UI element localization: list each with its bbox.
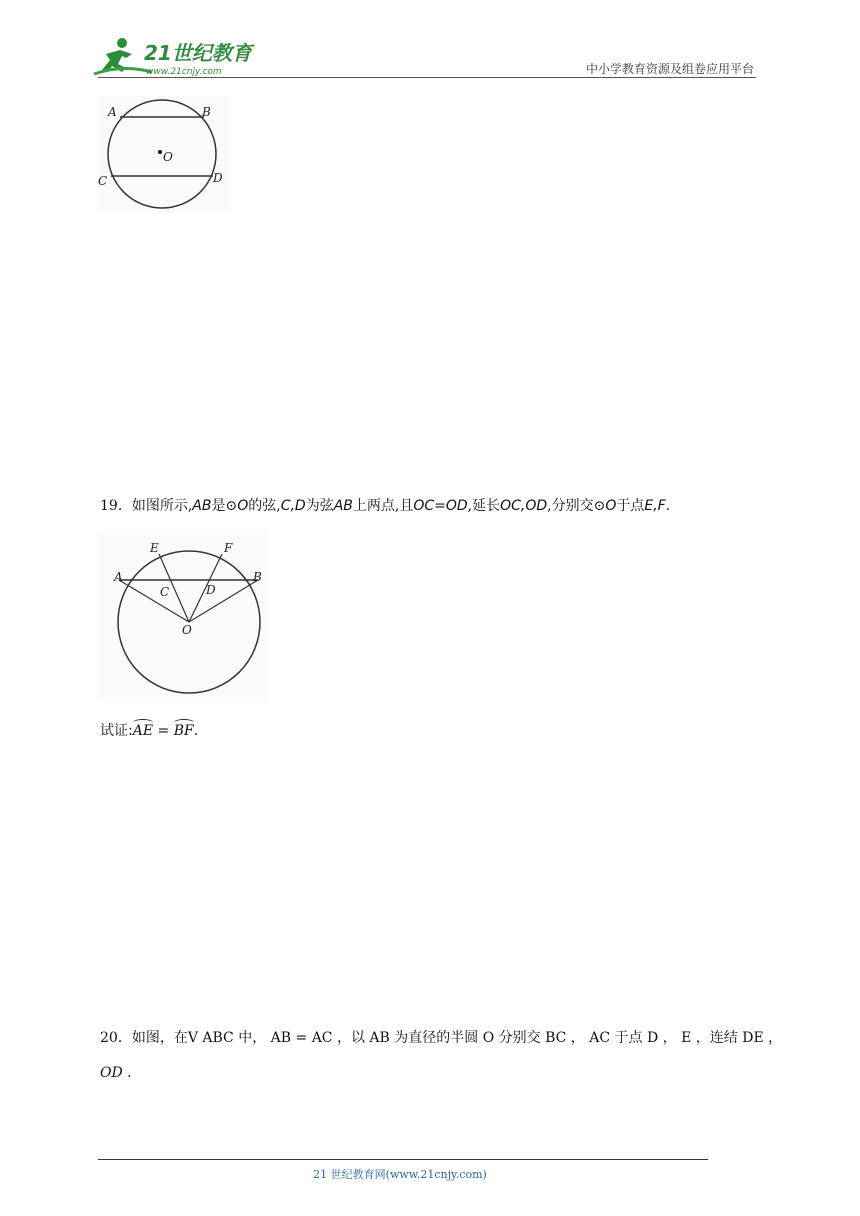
q19-text: 上两点,且 [352, 498, 414, 514]
q19-text: 如图所示, [131, 498, 193, 514]
arc-ae: AE [132, 723, 154, 739]
q19-oc-od: OC,OD [500, 498, 548, 514]
header-divider [98, 77, 756, 78]
q19-ab: AB [192, 498, 212, 514]
q19-ef: E,F [644, 498, 666, 514]
fig1-label-D: D [213, 171, 223, 185]
q19-text: ,延长 [467, 498, 501, 514]
proof-equals: = [153, 723, 174, 739]
logo-text: 21世纪教育 [144, 41, 252, 65]
q19-o: O [237, 498, 249, 514]
question-20 [100, 1028, 782, 1048]
fig2-label-E: E [150, 541, 159, 555]
fig2-label-F: F [224, 541, 233, 555]
footer-link[interactable]: 21 世纪教育网(www.21cnjy.com) [313, 1168, 487, 1181]
fig2-label-B: B [253, 570, 262, 584]
q19-ab: AB [333, 498, 353, 514]
footer-divider [98, 1159, 708, 1160]
q20-line1: 如图，在V ABC 中， AB = AC ，以 AB 为直径的半圆 O 分别交 BC ， AC 于点 D ， E ，连结 DE ， [131, 1030, 783, 1046]
figure-circle-chords [98, 96, 230, 216]
q19-number: 19． [100, 498, 132, 514]
question-20-line2 [100, 1063, 132, 1083]
arc-bf: BF [173, 723, 194, 739]
q19-text: . [665, 498, 671, 514]
q19-equation: OC=OD [413, 498, 468, 514]
header-platform-text: 中小学教育资源及组卷应用平台 [585, 62, 754, 76]
q19-text: 为弦 [305, 498, 334, 514]
proof-statement [100, 720, 198, 740]
q19-text: 于点 [616, 498, 645, 514]
q19-cd: C,D [280, 498, 306, 514]
q19-text: 是⊙ [211, 498, 238, 514]
question-19 [100, 496, 670, 516]
fig2-label-O: O [182, 623, 192, 637]
fig2-label-A: A [114, 570, 123, 584]
q19-text: 的弦, [248, 498, 281, 514]
q19-text: ,分别交⊙ [547, 498, 606, 514]
footer [0, 1166, 860, 1182]
site-logo [92, 34, 262, 78]
proof-suffix: . [193, 723, 199, 739]
fig1-label-O: O [163, 150, 173, 164]
fig2-label-D: D [206, 583, 216, 597]
fig1-label-C: C [98, 174, 108, 188]
q19-o: O [605, 498, 617, 514]
logo-url: www.21cnjy.com [146, 67, 222, 77]
fig1-label-B: B [202, 105, 211, 119]
q20-number: 20． [100, 1030, 132, 1046]
q20-line2: OD . [100, 1065, 132, 1081]
fig2-label-C: C [160, 585, 170, 599]
figure-circle-chord-ef [98, 534, 268, 702]
fig1-label-A: A [108, 105, 117, 119]
proof-prefix: 试证: [100, 723, 133, 739]
